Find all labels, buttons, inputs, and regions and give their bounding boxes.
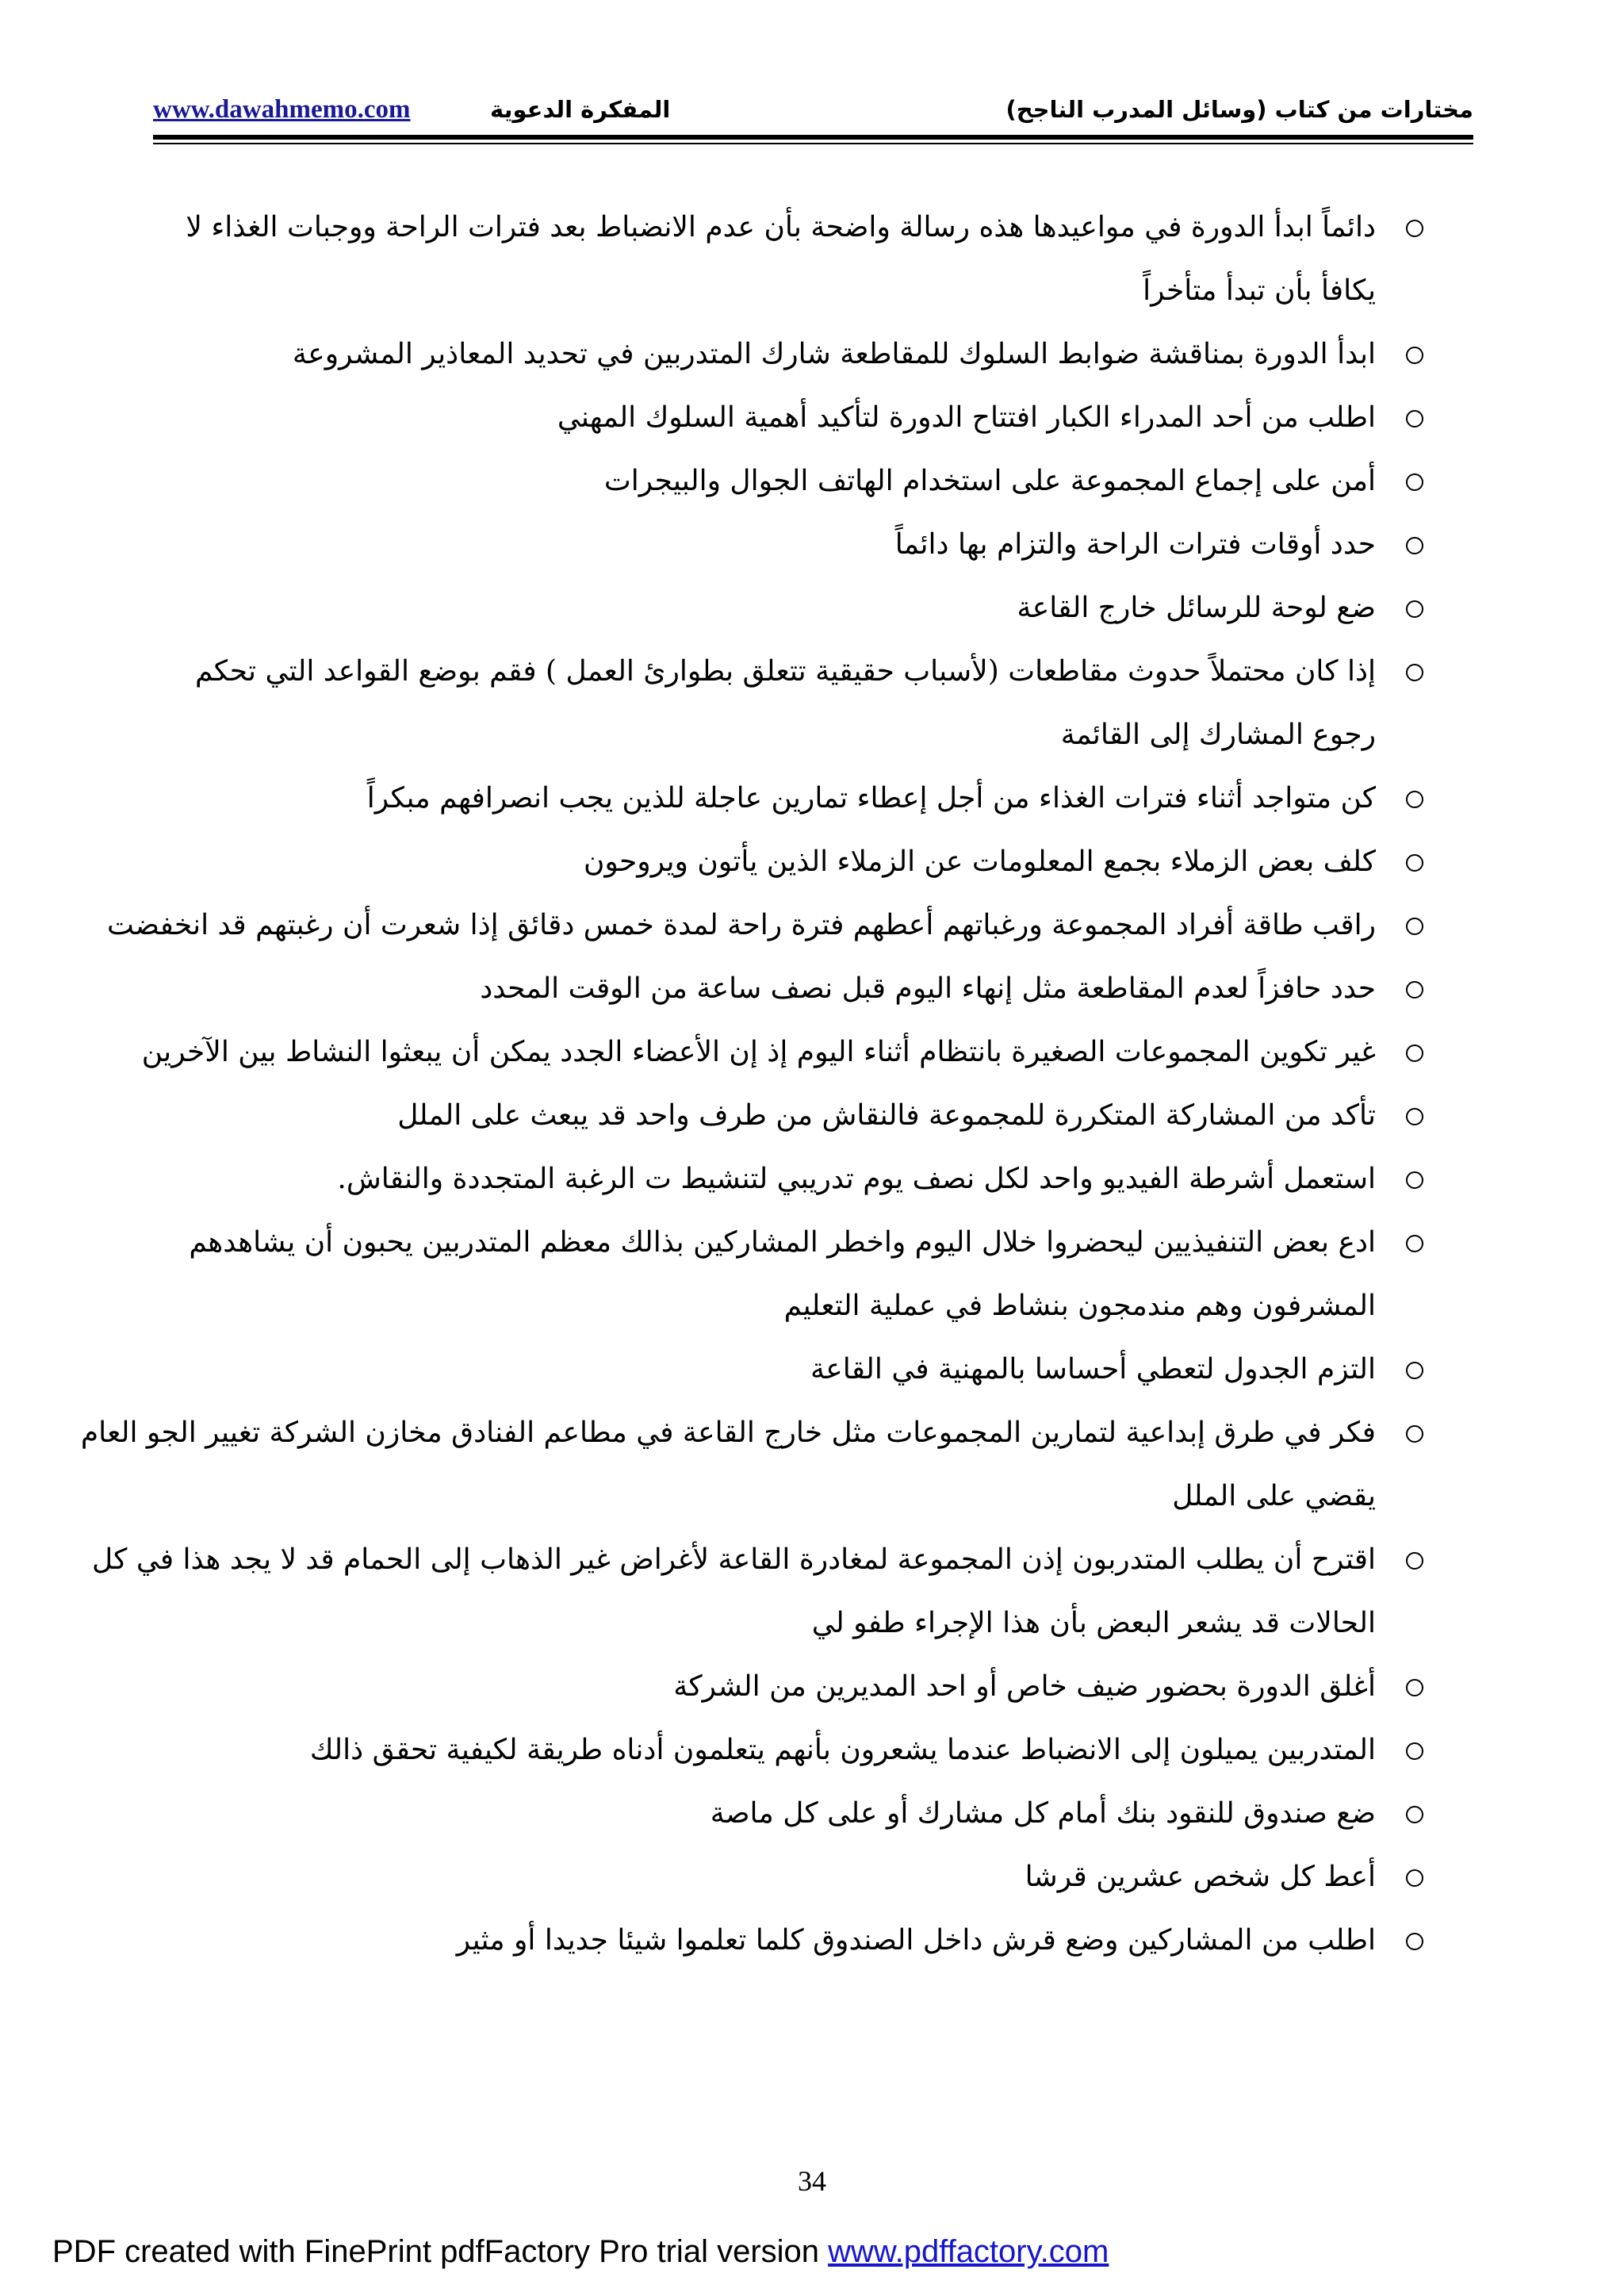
bullet-line: حدد حافزاً لعدم المقاطعة مثل إنهاء اليوم قبل نصف ساعة من الوقت المحدد	[480, 972, 1376, 1005]
bullet-item	[155, 1782, 1423, 1846]
bullet-item	[155, 450, 1423, 513]
bullet-line: المشرفون وهم مندمجون بنشاط في عملية التعليم	[783, 1290, 1376, 1322]
circle-bullet-icon	[1406, 1679, 1423, 1696]
bullet-line: ضع صندوق للنقود بنك أمام كل مشارك أو على كل ماصة	[710, 1797, 1376, 1830]
book-title: مختارات من كتاب (وسائل المدرب الناجح)	[1005, 96, 1473, 123]
bullet-item	[155, 767, 1423, 830]
bullet-line: التزم الجدول لتعطي أحساسا بالمهنية في القاعة	[810, 1353, 1376, 1386]
circle-bullet-icon	[1406, 1869, 1423, 1887]
header-rule-thick	[153, 135, 1473, 140]
organization-name: المفكرة الدعوية	[490, 96, 671, 123]
bullet-item	[80, 1401, 1423, 1528]
circle-bullet-icon	[1406, 537, 1423, 554]
bullet-line: كن متواجد أثناء فترات الغذاء من أجل إعطاء تمارين عاجلة للذين يجب انصرافهم مبكراً	[366, 782, 1376, 815]
circle-bullet-icon	[1406, 1171, 1423, 1189]
bullet-line: اقترح أن يطلب المتدربون إذن المجموعة لمغادرة القاعة لأغراض غير الذهاب إلى الحمام قد لا يجد هذا في كل	[92, 1543, 1376, 1576]
circle-bullet-icon	[1406, 220, 1423, 237]
page-header	[153, 94, 1473, 128]
circle-bullet-icon	[1406, 854, 1423, 872]
page-number: 34	[798, 2165, 826, 2197]
bullet-line: يقضي على الملل	[1172, 1480, 1376, 1512]
footer-text: PDF created with FinePrint pdfFactory Pro trial version	[52, 2234, 829, 2269]
website-link[interactable]: www.dawahmemo.com	[153, 95, 411, 124]
bullet-line: فكر في طرق إبداعية لتمارين المجموعات مثل خارج القاعة في مطاعم الفنادق مخازن الشركة تغيير الجو العام	[80, 1416, 1376, 1449]
circle-bullet-icon	[1406, 347, 1423, 364]
circle-bullet-icon	[1406, 918, 1423, 935]
bullet-item	[155, 1338, 1423, 1401]
bullet-line: إذا كان محتملاً حدوث مقاطعات (لأسباب حقيقية تتعلق بطوارئ العمل ) فقم بوضع القواعد التي تحكم	[194, 655, 1376, 688]
bullet-item	[155, 957, 1423, 1021]
circle-bullet-icon	[1406, 1933, 1423, 1950]
bullet-line: يكافأ بأن تبدأ متأخراً	[1143, 274, 1376, 307]
bullet-item	[107, 894, 1423, 957]
circle-bullet-icon	[1406, 1806, 1423, 1823]
circle-bullet-icon	[1406, 1108, 1423, 1125]
circle-bullet-icon	[1406, 600, 1423, 618]
bullet-line: أمن على إجماع المجموعة على استخدام الهاتف الجوال والبيجرات	[603, 465, 1376, 497]
circle-bullet-icon	[1406, 1425, 1423, 1443]
bullet-item	[141, 1021, 1423, 1084]
bullet-item	[155, 830, 1423, 894]
bullet-line: ضع لوحة للرسائل خارج القاعة	[1017, 592, 1376, 624]
circle-bullet-icon	[1406, 1045, 1423, 1062]
bullet-line: راقب طاقة أفراد المجموعة ورغباتهم أعطهم فترة راحة لمدة خمس دقائق إذا شعرت أن رغبتهم قد انخفضت	[107, 909, 1376, 941]
bullet-line: حدد أوقات فترات الراحة والتزام بها دائماً	[894, 528, 1376, 561]
circle-bullet-icon	[1406, 473, 1423, 491]
bullet-item	[155, 1655, 1423, 1719]
bullet-line: غير تكوين المجموعات الصغيرة بانتظام أثناء اليوم إذ إن الأعضاء الجدد يمكن أن يبعثوا النشاط بين الآخرين	[141, 1036, 1376, 1068]
bullet-item	[92, 1528, 1423, 1655]
bullet-line: أغلق الدورة بحضور ضيف خاص أو احد المديرين من الشركة	[673, 1670, 1376, 1703]
bullet-item	[155, 196, 1423, 323]
bullet-line: استعمل أشرطة الفيديو واحد لكل نصف يوم تدريبي لتنشيط ت الرغبة المتجددة والنقاش.	[337, 1163, 1376, 1195]
circle-bullet-icon	[1406, 1235, 1423, 1252]
circle-bullet-icon	[1406, 1742, 1423, 1760]
bullet-line: ابدأ الدورة بمناقشة ضوابط السلوك للمقاطعة شارك المتدربين في تحديد المعاذير المشروعة	[292, 338, 1376, 370]
header-rule-thin	[153, 143, 1473, 144]
bullet-line: ادع بعض التنفيذيين ليحضروا خلال اليوم واخطر المشاركين بذالك معظم المتدربين يحبون أن يشاهدهم	[189, 1226, 1376, 1259]
bullet-item	[155, 323, 1423, 386]
bullet-item	[155, 577, 1423, 640]
bullet-line: دائماً ابدأ الدورة في مواعيدها هذه رسالة واضحة بأن عدم الانضباط بعد فترات الراحة ووجبات الغذاء لا	[186, 211, 1376, 243]
circle-bullet-icon	[1406, 981, 1423, 999]
footer-link[interactable]: www.pdffactory.com	[828, 2234, 1109, 2269]
bullet-item	[155, 640, 1423, 767]
bullet-item	[155, 1084, 1423, 1148]
circle-bullet-icon	[1406, 410, 1423, 427]
bullet-line: أعط كل شخص عشرين قرشا	[1025, 1861, 1376, 1893]
bullet-item	[155, 1211, 1423, 1338]
bullet-item	[155, 1719, 1423, 1782]
bullet-item	[155, 386, 1423, 450]
bullet-line: اطلب من أحد المدراء الكبار افتتاح الدورة لتأكيد أهمية السلوك المهني	[557, 401, 1376, 434]
circle-bullet-icon	[1406, 664, 1423, 681]
bullet-item	[155, 1148, 1423, 1211]
circle-bullet-icon	[1406, 791, 1423, 808]
bullet-line: المتدربين يميلون إلى الانضباط عندما يشعرون بأنهم يتعلمون أدناه طريقة لكيفية تحقق ذالك	[309, 1734, 1376, 1766]
bullet-list	[80, 196, 1423, 1972]
website-link-wrapper	[153, 94, 410, 125]
bullet-item	[155, 1909, 1423, 1972]
bullet-line: الحالات قد يشعر البعض بأن هذا الإجراء طفو لي	[811, 1607, 1376, 1639]
circle-bullet-icon	[1406, 1362, 1423, 1379]
bullet-line: رجوع المشارك إلى القائمة	[1060, 719, 1376, 751]
circle-bullet-icon	[1406, 1552, 1423, 1570]
bullet-line: كلف بعض الزملاء بجمع المعلومات عن الزملاء الذين يأتون ويروحون	[583, 845, 1376, 878]
pdf-footer-banner	[52, 2233, 1109, 2271]
bullet-line: تأكد من المشاركة المتكررة للمجموعة فالنقاش من طرف واحد قد يبعث على الملل	[397, 1099, 1376, 1132]
bullet-item	[155, 1846, 1423, 1909]
bullet-item	[155, 513, 1423, 577]
bullet-line: اطلب من المشاركين وضع قرش داخل الصندوق كلما تعلموا شيئا جديدا أو مثير	[456, 1924, 1376, 1957]
